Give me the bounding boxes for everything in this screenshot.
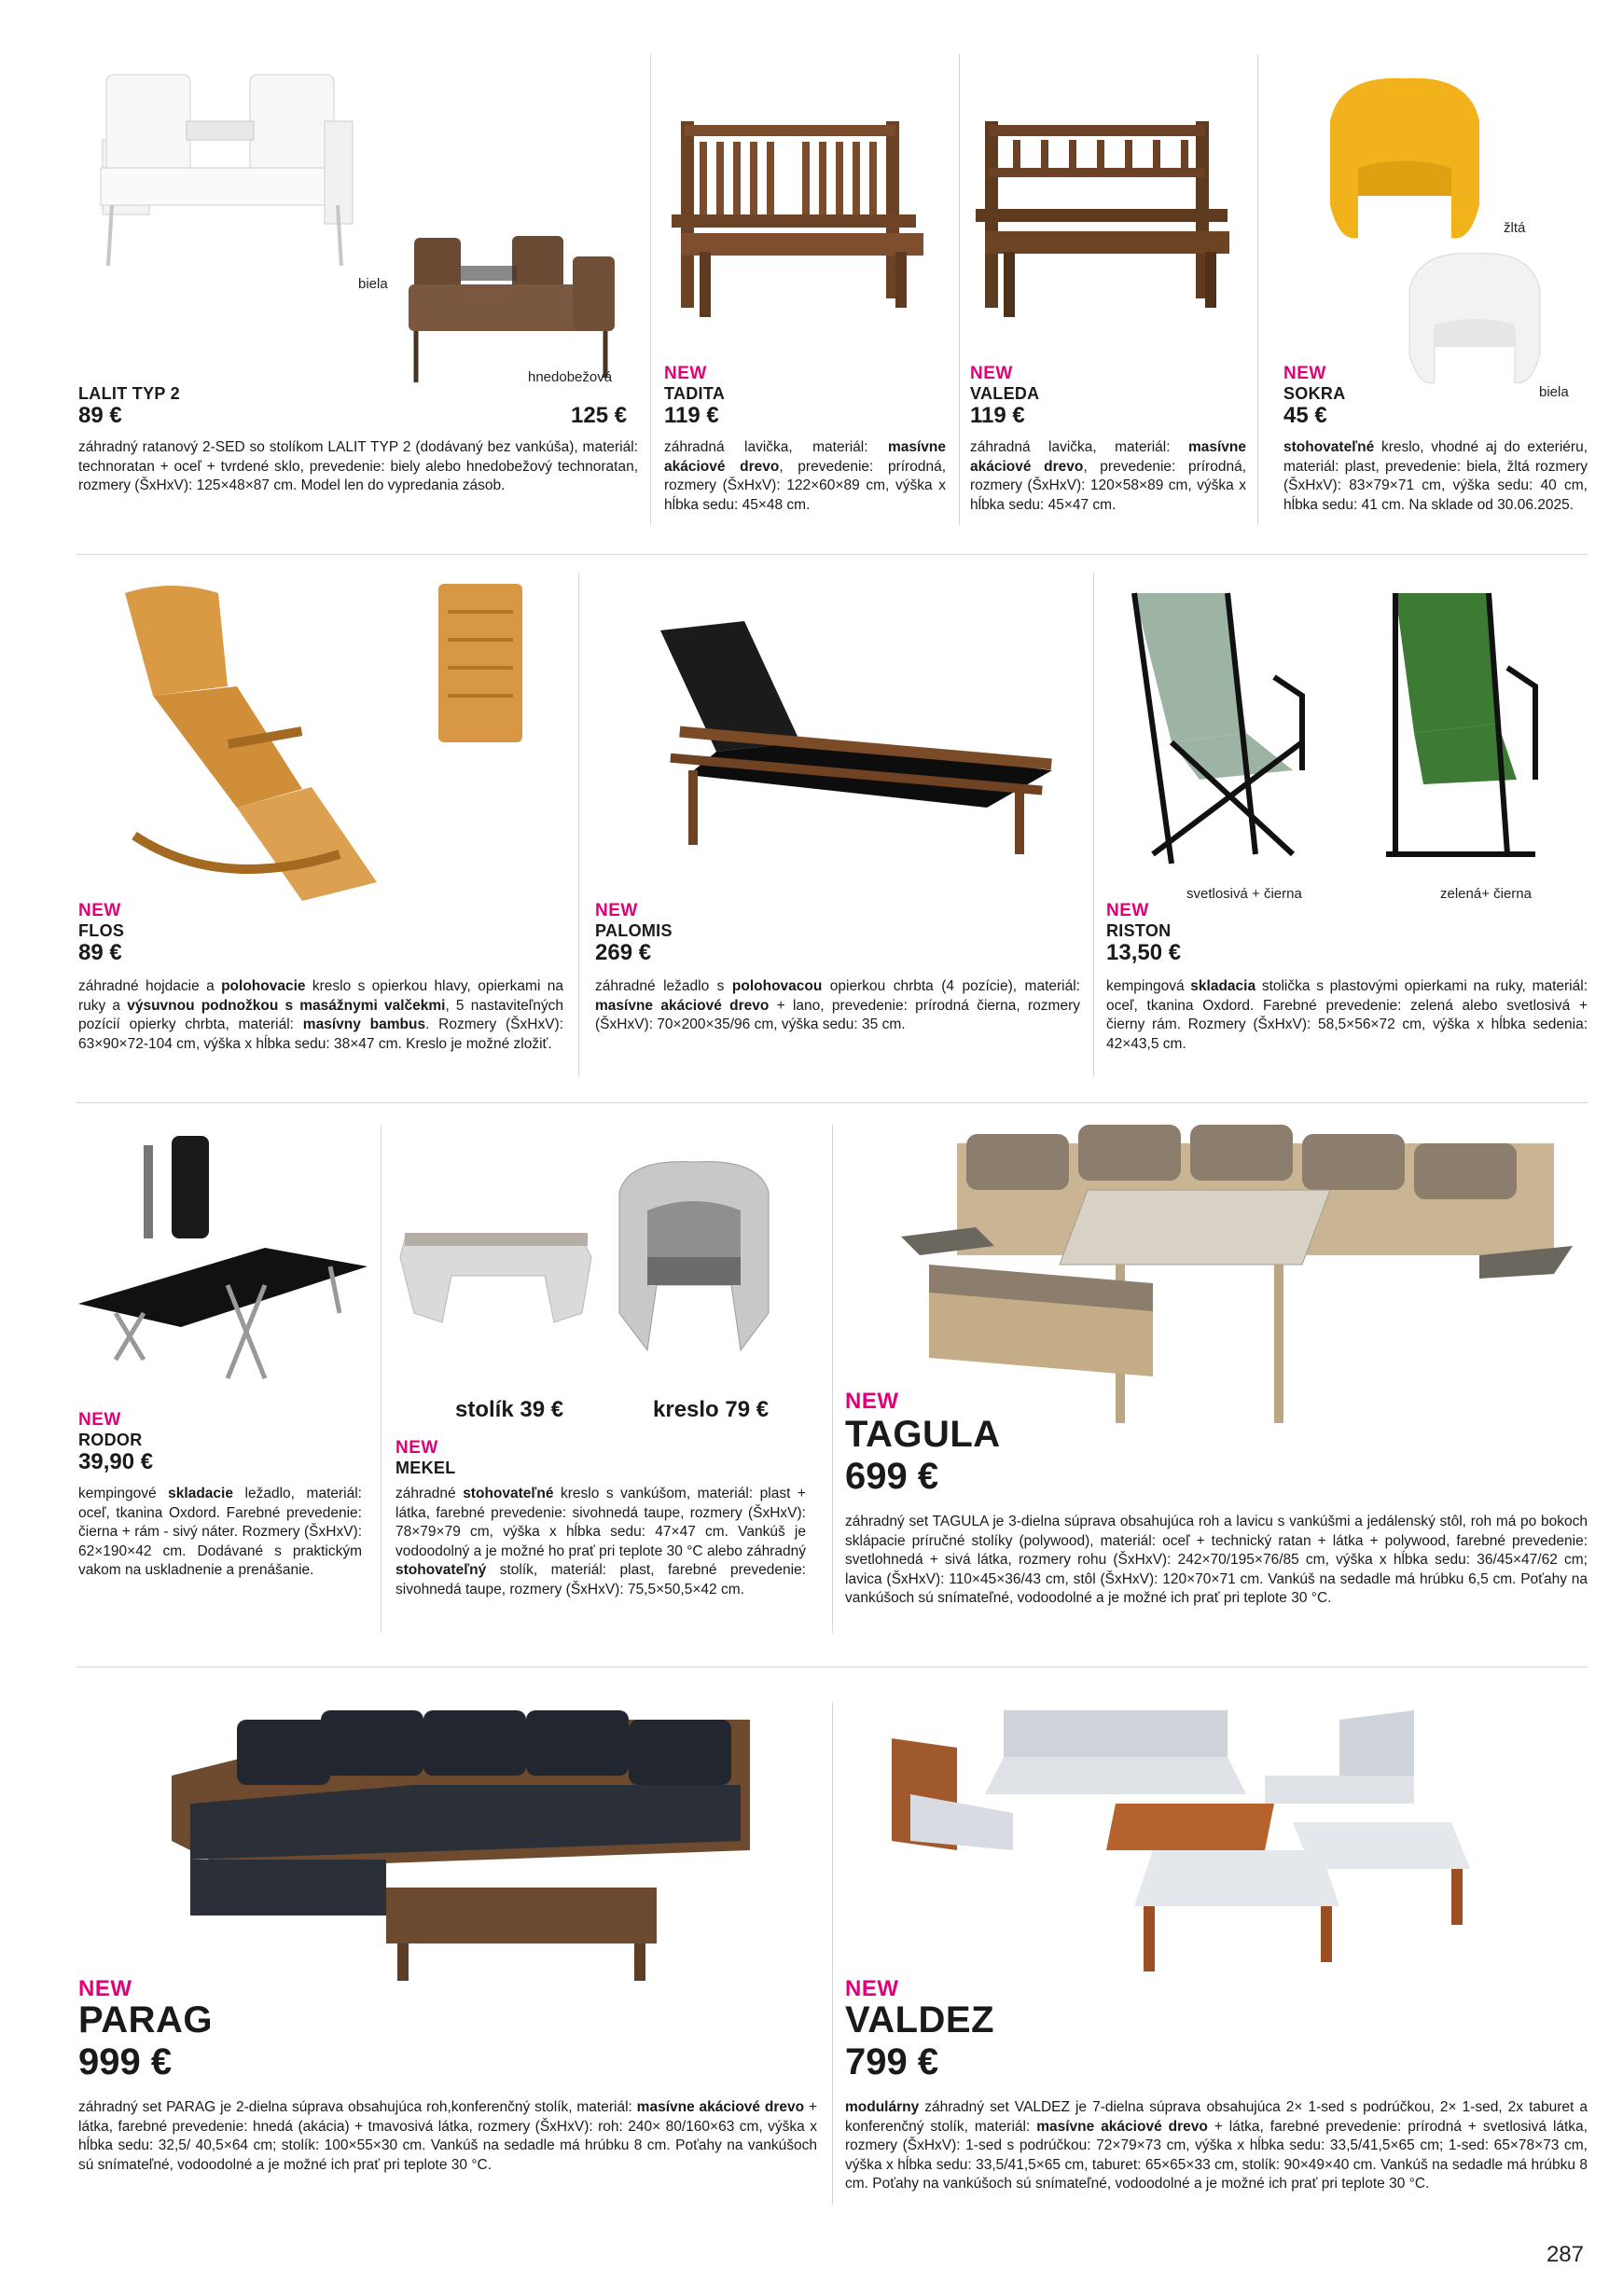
product-description: záhradné stohovateľné kreslo s vankúšom, materiál: plast + látka, farebné prevedenie: sivohnedá taupe, rozmery (ŠxHxV): 78×79×79 cm, výška x hĺbka sedu: 47×47 cm. Vankúš je vodoodolný a je možné ho prať pri teplote 30 °C alebo záhradný stohovateľný stolík, materiál: plast, farebné prevedenie: sivohnedá taupe, rozmery (ŠxHxV): 75,5×50,5×42 cm. bbox=[395, 1486, 806, 1598]
divider bbox=[1257, 54, 1258, 525]
riston-green-chair-image bbox=[1377, 584, 1554, 873]
product-description: kempingové skladacie ležadlo, materiál: oceľ, tkanina Oxdord. Farebné prevedenie: čierna + rám - sivý náter. Rozmery (ŠxHxV): 62×190×42 cm. Dodávané s praktickým vakom na uskladnenie a prenášanie. bbox=[78, 1486, 362, 1578]
divider bbox=[578, 573, 579, 1076]
product-description: záhradné ležadlo s polohovacou opierkou chrbta (4 pozície), materiál: masívne akáciové drevo + lano, prevedenie: prírodná čierna, rozmery (ŠxHxV): 70×200×35/96 cm, výška sedu: 35 cm. bbox=[595, 978, 1080, 1032]
product-name: VALEDA bbox=[970, 384, 1040, 403]
product-price: 119 € bbox=[970, 403, 1025, 428]
product-description: kempingová skladacia stolička s plastovými opierkami na ruky, materiál: oceľ, tkanina Oxdord. Farebné prevedenie: zelená alebo svetlosivá + čierny rám. Rozmery (ŠxHxV): 58,5×56×72 cm, výška x hĺbka sedenia: 42×43,5 cm. bbox=[1106, 978, 1588, 1052]
new-badge: NEW bbox=[845, 1389, 899, 1414]
product-valdez[interactable] bbox=[845, 1701, 1588, 2223]
riston-grey-chair-image bbox=[1116, 584, 1330, 873]
new-badge: NEW bbox=[595, 901, 638, 920]
product-name: FLOS bbox=[78, 921, 125, 940]
rodor-camp-bed-image bbox=[78, 1136, 368, 1416]
divider bbox=[76, 554, 1588, 555]
product-name: RODOR bbox=[78, 1431, 143, 1449]
lalit-white-bench-image bbox=[93, 56, 401, 270]
new-badge: NEW bbox=[664, 364, 707, 383]
product-lalit[interactable] bbox=[78, 56, 638, 541]
new-badge: NEW bbox=[970, 364, 1013, 383]
parag-set-image bbox=[134, 1701, 806, 1981]
product-name: PALOMIS bbox=[595, 921, 673, 940]
chair-price: kreslo 79 € bbox=[653, 1397, 770, 1422]
product-price: 13,50 € bbox=[1106, 940, 1182, 965]
product-price: 799 € bbox=[845, 2041, 939, 2082]
product-flos[interactable] bbox=[78, 574, 563, 1087]
new-badge: NEW bbox=[78, 901, 121, 920]
divider bbox=[832, 1702, 833, 2206]
divider bbox=[650, 54, 651, 525]
product-name: LALIT TYP 2 bbox=[78, 384, 180, 403]
divider bbox=[1093, 573, 1094, 1076]
sokra-white-chair-image bbox=[1395, 242, 1554, 392]
product-valeda[interactable] bbox=[970, 56, 1246, 541]
new-badge: NEW bbox=[395, 1438, 438, 1458]
table-price: stolík 39 € bbox=[455, 1397, 564, 1422]
new-badge: NEW bbox=[1106, 901, 1149, 920]
product-mekel[interactable] bbox=[395, 1127, 819, 1630]
product-palomis[interactable] bbox=[595, 574, 1080, 1087]
label-brown: hnedobežová bbox=[528, 369, 613, 385]
product-name: MEKEL bbox=[395, 1459, 456, 1477]
valdez-set-image bbox=[873, 1701, 1563, 1981]
label-green: zelená+ čierna bbox=[1440, 886, 1532, 902]
tagula-set-image bbox=[901, 1115, 1573, 1470]
product-price: 119 € bbox=[664, 403, 719, 428]
product-name: TADITA bbox=[664, 384, 726, 403]
valeda-bench-image bbox=[976, 112, 1237, 326]
product-description: stohovateľné kreslo, vhodné aj do exteriéru, materiál: plast, prevedenie: biela, žltá rozmery (ŠxHxV): 83×79×71 cm, výška sedu: 40 cm, hĺbka sedu: 41 cm. Na sklade od 30.06.2025. bbox=[1283, 439, 1588, 513]
new-badge: NEW bbox=[845, 1976, 899, 2001]
sokra-yellow-chair-image bbox=[1311, 65, 1498, 252]
product-description: záhradný ratanový 2-SED so stolíkom LALIT TYP 2 (dodávaný bez vankúša), materiál: technoratan + oceľ + tvrdené sklo, prevedenie: biely alebo hnedobežový technoratan, rozmery (ŠxHxV): 125×48×87 cm. Model len do vypredania zásob. bbox=[78, 439, 638, 493]
product-parag[interactable] bbox=[78, 1701, 817, 2223]
product-tagula[interactable] bbox=[845, 1115, 1588, 1638]
product-name: SOKRA bbox=[1283, 384, 1346, 403]
product-sokra[interactable] bbox=[1283, 56, 1588, 541]
palomis-lounger-image bbox=[632, 612, 1061, 864]
product-riston[interactable] bbox=[1106, 574, 1588, 1087]
product-price: 699 € bbox=[845, 1456, 939, 1497]
divider bbox=[832, 1125, 833, 1633]
product-price: 39,90 € bbox=[78, 1449, 154, 1474]
page-number: 287 bbox=[1546, 2242, 1584, 2267]
label-white: biela bbox=[1539, 384, 1569, 400]
label-light-grey: svetlosivá + čierna bbox=[1186, 886, 1302, 902]
product-description: záhradné hojdacie a polohovacie kreslo s opierkou hlavy, opierkami na ruky a výsuvnou podnožkou s masážnymi valčekmi, 5 nastaviteľných pozícií opierky chrbta, materiál: masívny bambus. Rozmery (ŠxHxV): 63×90×72-104 cm, výška x hĺbka sedu: 38×47 cm. Kreslo je možné zložiť. bbox=[78, 978, 564, 1052]
product-price: 45 € bbox=[1283, 403, 1327, 428]
label-yellow: žltá bbox=[1504, 220, 1526, 236]
divider bbox=[959, 54, 960, 525]
product-name: TAGULA bbox=[845, 1414, 1001, 1455]
product-tadita[interactable] bbox=[664, 56, 946, 541]
divider bbox=[76, 1102, 1588, 1103]
product-description: modulárny záhradný set VALDEZ je 7-dielna súprava obsahujúca 2× 1-sed s podrúčkou, 2× 1-sed, 2x taburet a konferenčný stolík, materiál: masívne akáciové drevo + látka, farebné prevedenie: prírodná + svetlosivá látka, rozmery (ŠxHxV): 1-sed s podrúčkou: 72×79×73 cm, výška x hĺbka sedu: 33,5/41,5×65 cm; 1-sed: 65×78×73 cm, výška x hĺbka sedu: 33,5/41,5×65 cm, taburet: 65×65×33 cm, stolík: 90×49×40 cm. Vankúš na sedadle má hrúbku 8 cm. Poťahy na vankúšoch sú snímateľné, vodoodolné a je možné ich prať pri teplote 30 °C. bbox=[845, 2099, 1588, 2192]
lalit-brown-bench-image bbox=[405, 228, 629, 387]
product-price: 999 € bbox=[78, 2041, 173, 2082]
product-price-brown: 125 € bbox=[571, 403, 628, 428]
new-badge: NEW bbox=[78, 1976, 132, 2001]
product-rodor[interactable] bbox=[78, 1127, 368, 1630]
product-price: 89 € bbox=[78, 940, 122, 965]
product-price: 269 € bbox=[595, 940, 652, 965]
mekel-chair-image bbox=[601, 1155, 787, 1360]
new-badge: NEW bbox=[1283, 364, 1326, 383]
product-description: záhradný set PARAG je 2-dielna súprava obsahujúca roh,konferenčný stolík, materiál: masívne akáciové drevo + látka, farebné prevedenie: hnedá (akácia) + tmavosivá látka, rozmery (ŠxHxV): roh: 240× 80/160×63 cm, výška x hĺbka sedu: 32,5/ 40,5×64 cm; stolík: 100×55×30 cm. Vankúš na sedadle má hrúbku 8 cm. Poťahy na vankúšoch sú snímateľné, vodoodolné a je možné ich prať pri teplote 30 °C. bbox=[78, 2099, 818, 2173]
tadita-bench-image bbox=[672, 112, 923, 326]
product-description: záhradný set TAGULA je 3-dielna súprava obsahujúca roh a lavicu s vankúšmi a jedálenský stôl, roh má po bokoch sklápacie príručné stolíky (polywood), materiál: oceľ + technický ratan + látka + polywood, farebné prevedenie: svetlohnedá + sivá látka, rozmery rohu (ŠxHxV): 242×70/195×76/85 cm, výška x hĺbka sedu: 36/45×47/62 cm; lavica (ŠxHxV): 110×45×36/43 cm, stôl (ŠxHxV): 120×70×71 cm. Vankúš na sedadle má hrúbku 6,5 cm. Poťahy na vankúšoch sú snímateľné, vodoodolné a je možné ich prať pri teplote 30 °C. bbox=[845, 1514, 1588, 1606]
product-name: VALDEZ bbox=[845, 1999, 995, 2040]
flos-rocking-chair-image bbox=[116, 574, 395, 910]
mekel-table-image bbox=[395, 1220, 601, 1332]
product-price: 89 € bbox=[78, 403, 122, 428]
new-badge: NEW bbox=[78, 1410, 121, 1430]
product-description: záhradná lavička, materiál: masívne akáciové drevo, prevedenie: prírodná, rozmery (ŠxHxV): 120×58×89 cm, výška x hĺbka sedu: 45×47 cm. bbox=[970, 439, 1246, 513]
product-name: RISTON bbox=[1106, 921, 1172, 940]
product-name: PARAG bbox=[78, 1999, 213, 2040]
flos-folded-image bbox=[429, 574, 541, 761]
label-white: biela bbox=[358, 276, 388, 292]
product-description: záhradná lavička, materiál: masívne akáciové drevo, prevedenie: prírodná, rozmery (ŠxHxV): 122×60×89 cm, výška x hĺbka sedu: 45×48 cm. bbox=[664, 439, 946, 513]
